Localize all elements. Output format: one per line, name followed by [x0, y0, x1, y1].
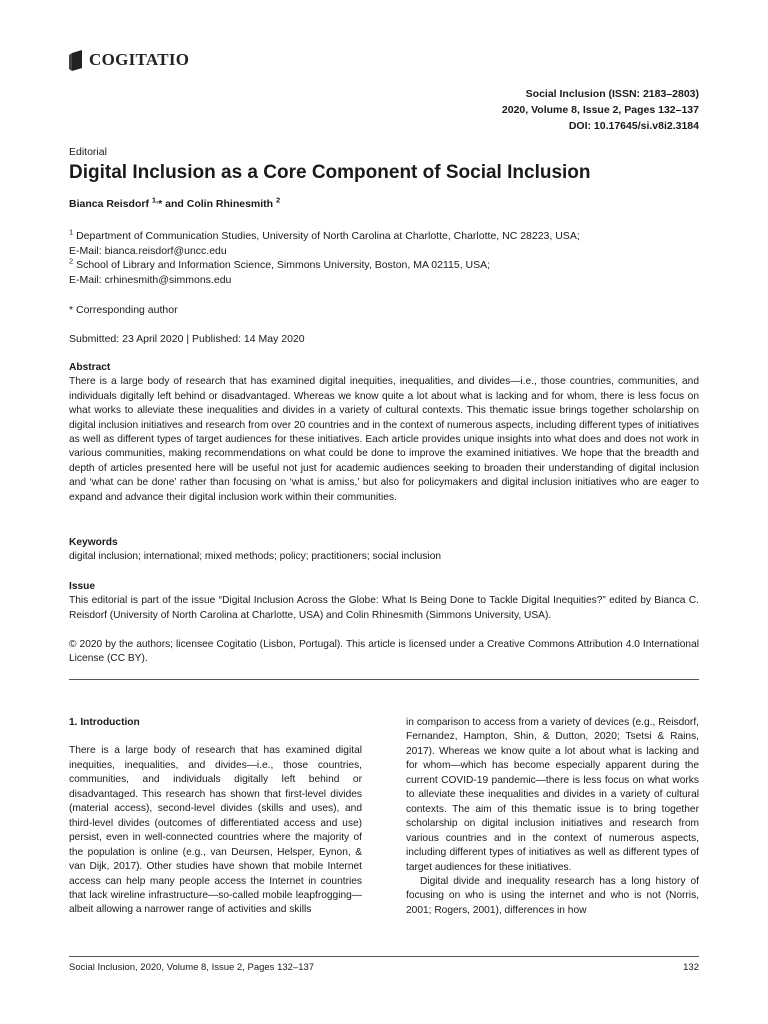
corresponding-mark: *: [158, 198, 163, 210]
body-paragraph: There is a large body of research that has examined digital inequities, inequalities, and divides—i.e., those countries, communities, and individuals digitally left behind or disadvantaged. This research has shown that first-level divides (material access), second-level divides (skills and uses), and third-level divides (outcomes of differentiated access and use) persist, even in well-connected countries where the majority of the population is online (e.g., van Deursen, Helsper, Eynon, & van Dijk, 2017). Other studies have shown that mobile Internet access can help many people access the Internet in countries that lack wireline infrastructure—so-called mobile leapfrogging—albeit allowing a narrower range of activities and skills: [69, 745, 362, 916]
author-name: Colin Rhinesmith: [186, 198, 274, 210]
journal-doi[interactable]: DOI: 10.17645/si.v8i2.3184: [568, 120, 699, 132]
affiliation-email[interactable]: E-Mail: bianca.reisdorf@uncc.edu: [69, 244, 227, 257]
issue-text: This editorial is part of the issue “Digital Inclusion Across the Globe: What Is Being Done to Tackle Digital Inequities?” edited by Bianca C. Reisdorf (University of North Carolina at Charlotte, USA) and Colin Rhinesmith (Simmons University, USA).: [69, 595, 699, 621]
body-paragraph: in comparison to access from a variety of devices (e.g., Reisdorf, Fernandez, Hampton, Shin, & Dutton, 2020; Tsetsi & Rains, 2017). Whereas we know quite a lot about what is lacking and for whom—which has become especially apparent during the current COVID-19 pandemic—there is less focus on what works to alleviate these inequalities and divides in a variety of cultural contexts. The aim of this thematic issue is to bring together scholarship on digital inclusion initiatives and research from various countries and in the context of numerous aspects, including different types of initiatives as well as different types of target audiences for these initiatives.: [406, 717, 699, 873]
divider: [69, 679, 699, 680]
page-number: 132: [683, 962, 699, 973]
keywords-section: [69, 536, 699, 565]
keywords-heading: Keywords: [69, 537, 118, 548]
journal-info: [339, 86, 699, 134]
journal-issn: Social Inclusion (ISSN: 2183–2803): [525, 88, 699, 100]
affiliation-text: Department of Communication Studies, University of North Carolina at Charlotte, Charlotte, NC 28223, USA;: [76, 230, 580, 242]
journal-logo: [69, 48, 189, 72]
body-paragraph: Digital divide and inequality research has a long history of focusing on who is using the internet and who is not (Norris, 2001; Rogers, 2001), differences in how: [406, 875, 699, 916]
affiliation-number: 2: [69, 256, 74, 266]
corresponding-author-note: * Corresponding author: [69, 304, 178, 316]
author-name: Bianca Reisdorf: [69, 198, 149, 210]
affiliations: [69, 229, 709, 287]
affiliation-line: [69, 258, 709, 273]
logo-text: COGITATIO: [89, 50, 190, 69]
author-list: [69, 195, 281, 210]
affiliation-number: 1: [69, 227, 74, 237]
body-column-left: [69, 716, 362, 918]
abstract-text: There is a large body of research that has examined digital inequities, inequalities, and divides—i.e., those countries, communities, and individuals digitally left behind or disadvantaged. Whereas we know quite a lot about what is lacking and for whom, there is less focus on what works to alleviate these inequalities and divides in a variety of cultural contexts. This thematic issue brings together scholarship on digital inclusion initiatives and research from over 20 countries and in the context of numerous aspects, including different types of initiatives as well as different types of target audiences for these initiatives. Each article provides unique insights into what does and does not work in various communities, making recommendations on what could be done to improve the examined initiatives. We hope that the breadth and depth of articles presented here will be useful not just for academic audiences seeking to broaden their understanding of digital inclusion and ‘what can be done’ rather than focusing on ‘what is amiss,’ but also for policymakers and digital inclusion initiatives who are eager to expand and advance their digital inclusion work within their communities.: [69, 376, 699, 503]
author-separator: and: [165, 198, 184, 210]
affiliation-email[interactable]: E-Mail: crhinesmith@simmons.edu: [69, 273, 232, 286]
affiliation-line: [69, 229, 709, 244]
author-affiliation-mark: 1,: [151, 195, 159, 205]
footer-divider: [69, 956, 699, 957]
issue-heading: Issue: [69, 581, 96, 592]
cogitatio-logo-icon: [69, 50, 85, 71]
issue-section: [69, 580, 699, 623]
section-heading: 1. Introduction: [69, 717, 140, 728]
footer-citation: Social Inclusion, 2020, Volume 8, Issue 2, Pages 132–137: [69, 962, 315, 973]
publication-dates: Submitted: 23 April 2020 | Published: 14 May 2020: [69, 333, 305, 345]
affiliation-text: School of Library and Information Science, Simmons University, Boston, MA 02115, USA;: [76, 259, 491, 271]
license-text: © 2020 by the authors; licensee Cogitatio (Lisbon, Portugal). This article is licensed under a Creative Commons Attribution 4.0 International License (CC BY).: [69, 639, 699, 665]
article-type: Editorial: [69, 146, 107, 158]
article-title: Digital Inclusion as a Core Component of Social Inclusion: [69, 162, 591, 183]
keywords-text: digital inclusion; international; mixed methods; policy; practitioners; social inclusion: [69, 551, 442, 563]
abstract-heading: Abstract: [69, 362, 111, 373]
journal-volume: 2020, Volume 8, Issue 2, Pages 132–137: [501, 104, 699, 116]
author-affiliation-mark: 2: [276, 195, 281, 205]
abstract-section: [69, 361, 699, 505]
body-column-right: [406, 716, 699, 918]
